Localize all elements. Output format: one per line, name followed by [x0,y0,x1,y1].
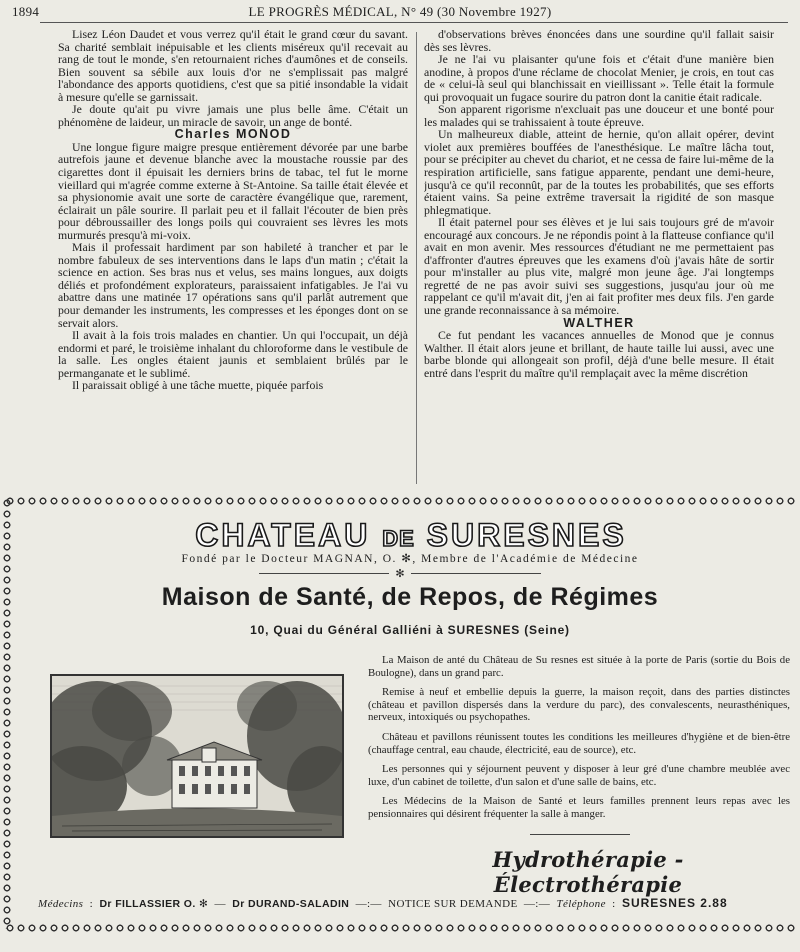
ad-footer [38,896,790,910]
paragraph: Il était paternel pour ses élèves et je lui sais toujours gré de m'avoir encouragé aux concours. Je ne répondis point à la flatteuse confiance qu'il avait en mon avenir. Mes ressources d'étudiant ne me permettaient pas d'affronter d'autres épreuves que les examens d'où j'avais hâte de sortir pour m'installer au plus vite, malgré mon jeune âge. J'ai longtemps regretté de ne pas avoir suivi ses suggestions, jusqu'au jour où me rappelant ce qu'il m'avait dit, j'en ai fait profiter mes deux fils. J'en garde une grande reconnaissance à sa mémoire. [424,215,774,318]
ornament-line [411,573,541,574]
page-number: 1894 [12,4,40,19]
page-header [12,2,788,22]
chain-border-top [6,497,798,505]
ad-address: 10, Quai du Général Galliéni à SURESNES (Seine) [250,623,570,637]
paragraph: Il paraissait obligé à une tâche muette, piquée parfois [72,378,324,393]
paragraph: d'observations brèves énoncées dans une sourdine qu'il fallait saisir dès ses lèvres. [424,28,774,54]
chateau-engraving-icon [52,676,342,836]
ad-paragraph: Château et pavillons réunissent toutes les conditions les meilleures d'hygiène et de bien-être (chauffage central, eau chaude, électricité, eau de source), etc. [368,730,790,756]
ad-rule [530,834,630,835]
paragraph: Un malheureux diable, atteint de hernie, qu'on allait opérer, devint violet aux premières bouffées de l'anesthésique. Le maître lâcha tout, pour se précipiter au chevet du chariot, et ne cessa de faire lui-même de la respiration artificielle, sans fatigue apparente, pendant une demi-heure, jusqu'à ce qu'il reconnût, par de la toutes les probabilités, que ses efforts étaient vains. Sa peine extrême traversait la rigidité de son masque phlegmatique. [424,127,774,217]
ad-description [368,654,790,828]
ad-title-suresnes: SURESNES [426,517,627,553]
column-divider [416,32,417,484]
separator: — [211,898,230,910]
ad-paragraph: Les personnes qui y séjournent peuvent y disposer à leur gré d'une chambre meublée avec luxe, d'un cabinet de toilette, d'un salon et d'une salle de bains, etc. [368,763,790,788]
paragraph: Il avait à la fois trois malades en chantier. Un qui l'occupait, un déjà endormi et paré, le troisième inhalant du chloroforme dans le vestibule de la salle. Les ongles étaient jaunis et semblaient brûlés par le permanganate et le sublimé. [58,328,408,380]
header-rule [40,22,788,23]
separator: —:— [520,898,554,910]
chateau-engraving [50,674,344,838]
section-heading-walther: WALTHER [563,315,635,330]
ad-heading: Maison de Santé, de Repos, de Régimes [161,583,659,611]
phone-label: Téléphone [556,898,606,910]
doctors-label: Médecins [38,898,84,910]
ad-title-chateau: CHATEAU [195,517,371,553]
separator: : [86,898,97,910]
ad-ornament [240,567,560,579]
paragraph: Je ne l'ai vu plaisanter qu'une fois et c'était d'une manière bien anodine, à propos d'une réclame de chocolat Menier, je crois, en tout cas de « celui-là seul qui blanchissait en vieillissant ». Telle était la formule qui provoquait un fugace sourire du patron dont la canitie était radicale. [424,52,774,104]
doctor-1: Dr FILLASSIER O. ✻ [99,898,209,910]
paragraph: Son apparent rigorisme n'excluait pas une douceur et une bonté pour les malades qui se trahissaient à toute épreuve. [424,102,774,129]
right-column [424,28,774,484]
article-columns [58,28,774,484]
ad-paragraph: La Maison de anté du Château de Su resnes est située à la porte de Paris (sortie du Bois de Boulogne), dans un grand parc. [368,654,790,679]
left-column [58,28,408,484]
paragraph: Une longue figure maigre presque entièrement dévorée par une barbe autrefois jaune et devenue blanche avec la moustache roussie par des cigarettes dont il épuisait les derniers brins de tabac, tel fut le morne vieillard qui m'agrée comme externe à St-Antoine. Sa taille était élevée et sa physionomie avait une sorte de caractère évangélique que, rarement, éclairait un pâle sourire. Il parlait peu et il fallait l'écouter de bien près pour débroussailler des longs poils qui couvraient ses lèvres les mots murmurés presqu'à mi-voix. [58,139,408,242]
phone-number: SURESNES 2.88 [621,896,728,910]
ad-paragraph: Les Médecins de la Maison de Santé et leurs familles prennent leurs repas avec les pensionnaires qui désirent fréquenter la salle à manger. [368,795,790,820]
chain-border-left [3,499,11,929]
ornament-star-icon: ✻ [395,567,405,580]
doctor-2: Dr DURAND-SALADIN [232,898,350,910]
separator: : [609,898,619,910]
paragraph: Ce fut pendant les vacances annuelles de Monod que je connus Walther. Il était alors jeune et brillant, de haute taille lui aussi, avec une barbe blonde qui allongeait son profil, déjà d'une belle mesure. Il était entré dans l'esprit du maître qu'il remplaçait avec la même discrétion [424,328,774,380]
ad-paragraph: Remise à neuf et embellie depuis la guerre, la maison reçoit, dans des parties distinctes (château et pavillon dispersés dans la verdure du parc), des convalescents, neurasthéniques, nerveux, intoxiqués ou psychopathes. [368,686,790,724]
ad-services: Hydrothérapie - Électrothérapie [492,847,684,897]
ad-founder: Fondé par le Docteur MAGNAN, O. ✻, Membre de l'Académie de Médecine [181,553,639,565]
separator: —:— [352,898,385,910]
section-heading-monod: Charles MONOD [174,127,292,142]
paragraph: Lisez Léon Daudet et vous verrez qu'il était le grand cœur du savant. Sa charité semblait inépuisable et les clients miséreux qu'il recevait au rang de tout le monde, s'en retournaient riches d'aumônes et de conseils. Bien souvent sa sébile aux louis d'or ne s'emplissait pas malgré l'abondance des apports quotidiens, c'est que sa pitié insondable la vidait à mesure qu'elle se garnissait. [58,28,408,104]
chain-border-bottom [6,924,798,932]
ornament-line [259,573,389,574]
paragraph: Mais il professait hardiment par son habileté à trancher et par le nombre fabuleux de ses interventions dans le laps d'un matin ; c'était la science en action. Ses bras nus et velus, ses mains longues, aux doigts déliés et profondément explorateurs, paraissaient infatigables. Je l'ai vu abattre dans une matinée 17 opérations sans qu'il parlât autrement que pour demander les instruments, les compresses et les éponges dont on se servait alors. [58,240,408,330]
journal-title: LE PROGRÈS MÉDICAL, N° 49 (30 Novembre 1927) [248,4,552,19]
notice: NOTICE SUR DEMANDE [388,898,518,910]
ad-title-de: DE [382,526,415,551]
ad-title [36,517,786,554]
advertisement [0,487,800,952]
paragraph: Je doute qu'ait pu vivre jamais une plus belle âme. C'était un phénomène de laideur, un miracle de savoir, un ange de bonté. [58,102,408,129]
